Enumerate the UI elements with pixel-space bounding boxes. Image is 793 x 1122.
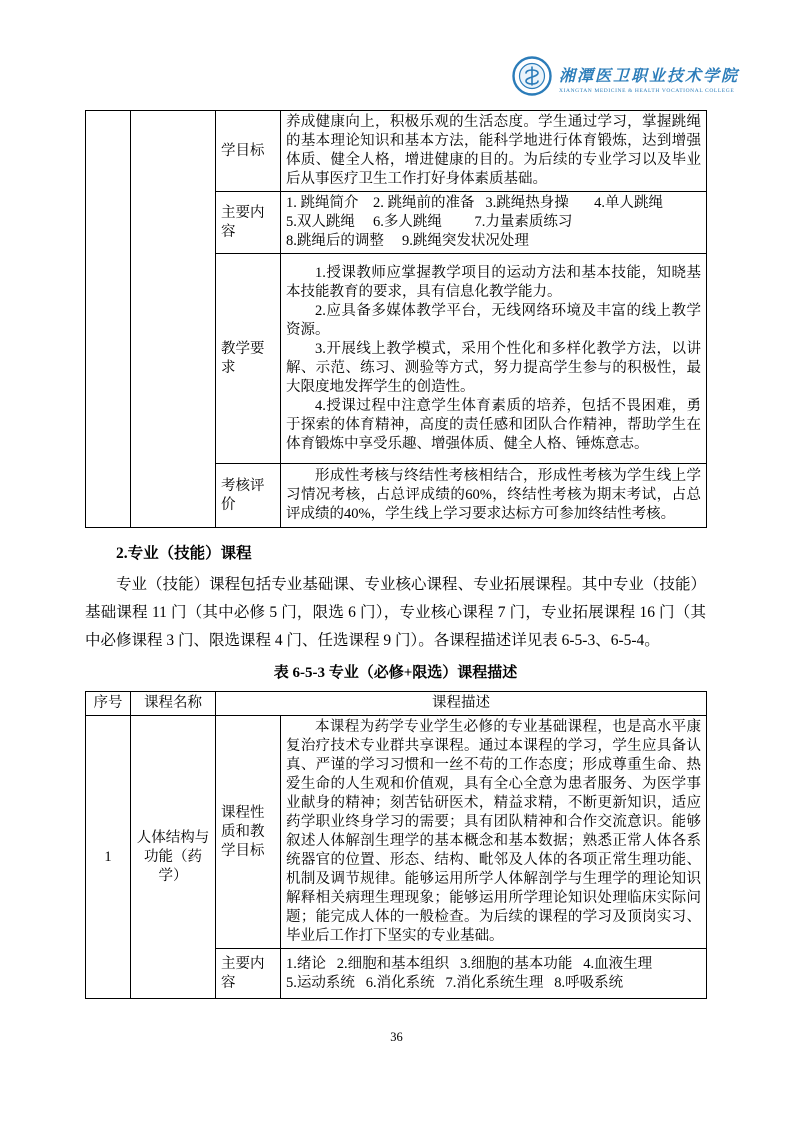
- table-caption: 表 6-5-3 专业（必修+限选）课程描述: [273, 665, 518, 681]
- main-content-line: 5.双人跳绳 6.多人跳绳 7.力量素质练习: [286, 214, 573, 230]
- college-logo: [512, 56, 739, 101]
- requirement-paragraph: 3.开展线上教学模式，采用个性化和多样化教学方法，以讲解、示范、练习、测验等方式，努力提高学生参与的积极性，最大限度地发挥学生的创造性。: [286, 340, 701, 395]
- course-index-cell: 1: [86, 716, 131, 999]
- page-number: 36: [390, 1030, 403, 1044]
- college-name-en: XIANGTAN MEDICINE & HEALTH VOCATIONAL COLLEGE: [559, 88, 735, 94]
- requirement-paragraph: 1.授课教师应掌握教学项目的运动方法和基本技能，知晓基本技能教育的要求，具有信息化教学能力。: [286, 264, 701, 300]
- course-nature-goals-cell: [281, 716, 707, 949]
- table-row: [86, 111, 707, 192]
- course-nature-goals-text: 本课程为药学专业学生必修的专业基础课程，也是高水平康复治疗技术专业群共享课程。通过本课程的学习，学生应具备认真、严谨的学习习惯和一丝不苟的工作态度；形成尊重生命、热爱生命的人生观和价值观，具有全心全意为患者服务、为医学事业献身的精神；刻苦钻研医术，精益求精，不断更新知识，适应药学职业终身学习的需要；具有团队精神和合作交流意识。能够叙述人体解剖生理学的基本概念和基本数据；熟悉正常人体各系统器官的位置、形态、结构、毗邻及人体的各项正常生理功能、机制及调节规律。能够运用所学人体解剖学与生理学的理论知识解释相关病理生理现象；能够运用所学理论知识处理临床实际问题；能完成人体的一般检查。为后续的课程的学习及顶岗实习、毕业后工作打下坚实的专业基础。: [286, 719, 701, 944]
- teaching-requirements-cell: [281, 254, 707, 464]
- empty-name-cell: [131, 111, 216, 528]
- course-content-line: 1.绪论 2.细胞和基本组织 3.细胞的基本功能 4.血液生理: [286, 955, 653, 972]
- college-emblem-icon: [512, 56, 552, 101]
- main-content-line: 8.跳绳后的调整 9.跳绳突发状况处理: [286, 233, 529, 249]
- main-content-cell: [281, 192, 707, 254]
- section-paragraph: 专业（技能）课程包括专业基础课、专业核心课程、专业拓展课程。其中专业（技能）基础课程 11 门（其中必修 5 门，限选 6 门），专业核心课程 7 门，专业拓展课程 16 门（其中必修课程 3 门、限选课程 4 门、任选课程 9 门）。各课程描述详见表 6-5-3、6-5-4。: [85, 576, 706, 649]
- table-header-row: [86, 692, 707, 716]
- header-index: 序号: [86, 692, 131, 716]
- row-label-main-content: 主要内容: [216, 192, 281, 254]
- requirement-paragraph: 4.授课过程中注意学生体育素质的培养，包括不畏困难，勇于探索的体育精神，高度的责任感和团队合作精神，帮助学生在体育锻炼中享受乐趣、增强体质、健全人格、锤炼意志。: [286, 397, 701, 452]
- assessment-cell: [281, 464, 707, 528]
- page-content: [85, 110, 706, 999]
- requirement-paragraph: 2.应具备多媒体教学平台，无线网络环境及丰富的线上教学资源。: [286, 302, 701, 338]
- empty-index-cell: [86, 111, 131, 528]
- course-content-line: 5.运动系统 6.消化系统 7.消化系统生理 8.呼吸系统: [286, 974, 624, 991]
- header-course-description: 课程描述: [216, 692, 707, 716]
- teaching-goal-cell: [281, 111, 707, 192]
- course-name-cell: 人体结构与功能（药学）: [131, 716, 216, 999]
- teaching-goal-text: 养成健康向上，积极乐观的生活态度。学生通过学习，掌握跳绳的基本理论知识和基本方法，能科学地进行体育锻炼，达到增强体质、健全人格，增进健康的目的。为后续的专业学习以及毕业后从事医疗卫生工作打好身体素质基础。: [286, 114, 701, 187]
- professional-course-table: [85, 691, 707, 999]
- assessment-text: 形成性考核与终结性考核相结合，形成性考核为学生线上学习情况考核，占总评成绩的60%，终结性考核为期末考试，占总评成绩的40%，学生线上学习要求达标方可参加终结性考核。: [286, 468, 701, 522]
- pe-course-table-continued: [85, 110, 707, 528]
- section-heading: 2.专业（技能）课程: [116, 545, 252, 562]
- course-main-content-cell: [281, 949, 707, 999]
- row-label-main-content: 主要内容: [216, 949, 281, 999]
- header-course-name: 课程名称: [131, 692, 216, 716]
- row-label-assessment: 考核评价: [216, 464, 281, 528]
- row-label-nature-goals: 课程性质和教学目标: [216, 716, 281, 949]
- table-row: [86, 716, 707, 949]
- college-name-cn: 湘潭医卫职业技术学院: [559, 68, 740, 85]
- main-content-line: 1. 跳绳简介 2. 跳绳前的准备 3.跳绳热身操 4.单人跳绳: [286, 195, 663, 211]
- college-name-block: [559, 63, 739, 94]
- row-label-teaching-requirements: 教学要求: [216, 254, 281, 464]
- row-label-teaching-goal: 学目标: [216, 111, 281, 192]
